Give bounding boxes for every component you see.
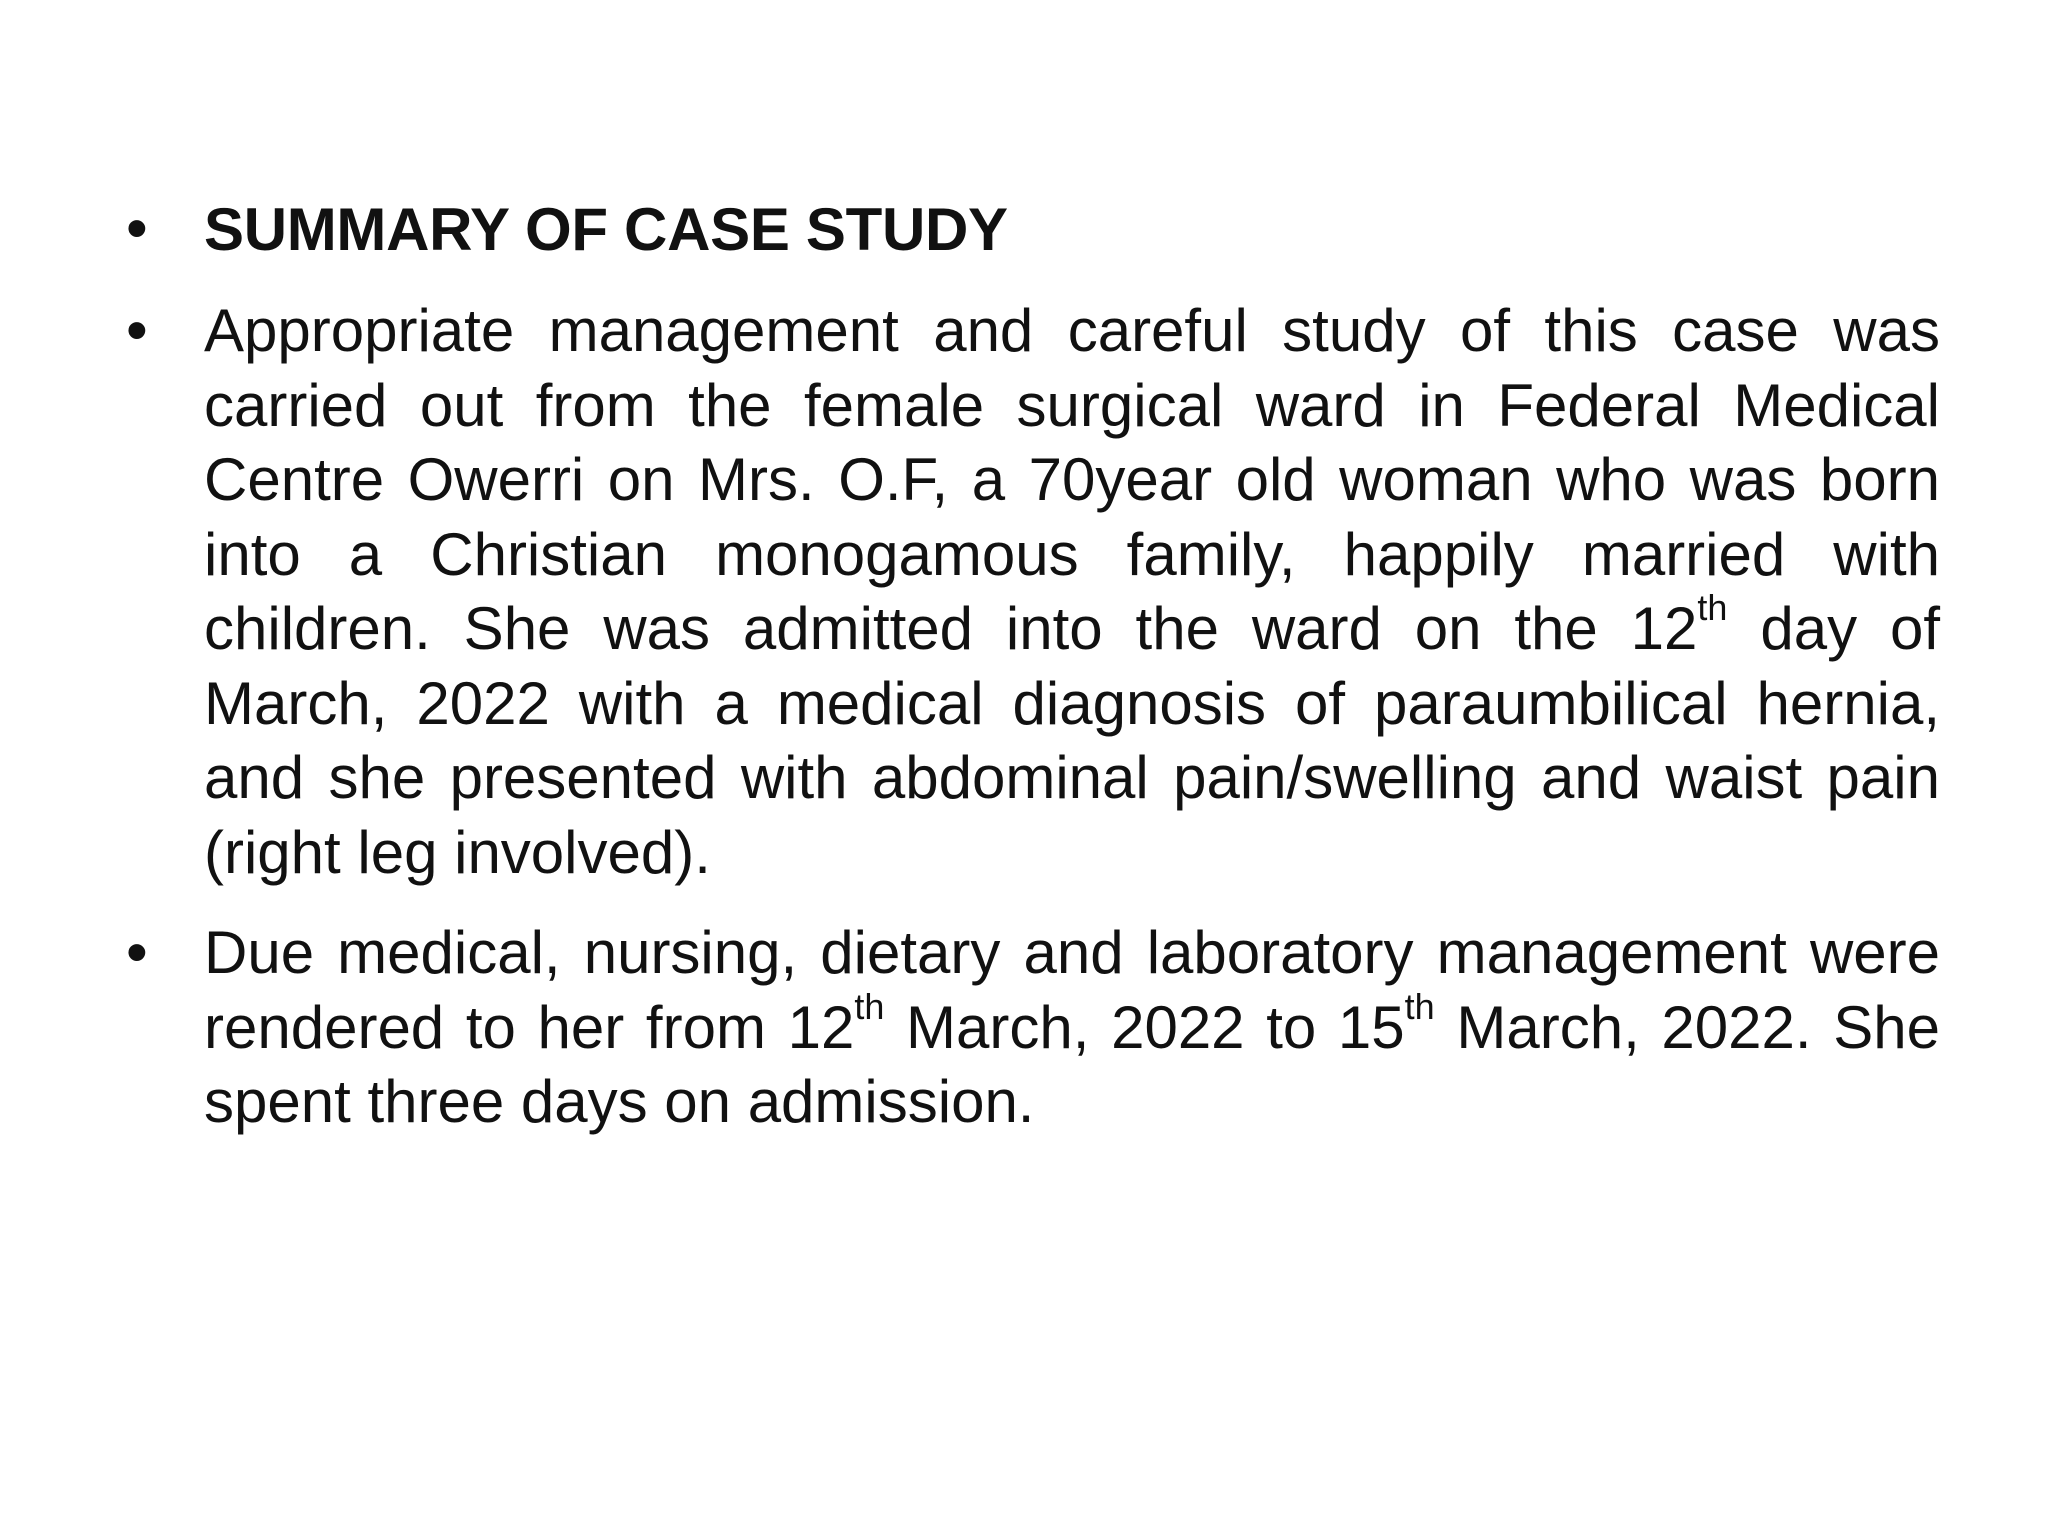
- superscript-ordinal: th: [1697, 587, 1728, 628]
- bullet-dot-icon: •: [126, 194, 148, 263]
- bullet-dot-icon: •: [126, 296, 148, 365]
- paragraph-text: March, 2022. She spent three days on admission.: [204, 993, 1940, 1135]
- paragraph-case-description: [204, 294, 1940, 890]
- bullet-paragraph-1: [122, 294, 1940, 890]
- slide-title: SUMMARY OF CASE STUDY: [204, 196, 1008, 263]
- bullet-title: [122, 192, 1940, 268]
- bullet-paragraph-2: [122, 916, 1940, 1140]
- paragraph-text: Due medical, nursing, dietary and laboratory management were rendered to her from 12: [204, 919, 1940, 1061]
- superscript-ordinal: th: [854, 985, 885, 1027]
- paragraph-text: day of March, 2022 with a medical diagnosis of paraumbilical hernia, and she presented with abdominal pain/swelling and waist pain (right leg involved).: [204, 595, 1940, 886]
- superscript-ordinal: th: [1404, 985, 1435, 1027]
- paragraph-text: Appropriate management and careful study of this case was carried out from the female surgical ward in Federal Medical Centre Owerri on Mrs. O.F, a 70year old woman who was born into a Christian monogamous family, happily married with children. She was admitted into the ward on the 12: [204, 297, 1940, 662]
- paragraph-management: [204, 916, 1940, 1140]
- paragraph-text: March, 2022 to 15: [884, 993, 1405, 1061]
- slide-content: [122, 192, 1940, 1166]
- bullet-dot-icon: •: [126, 918, 148, 987]
